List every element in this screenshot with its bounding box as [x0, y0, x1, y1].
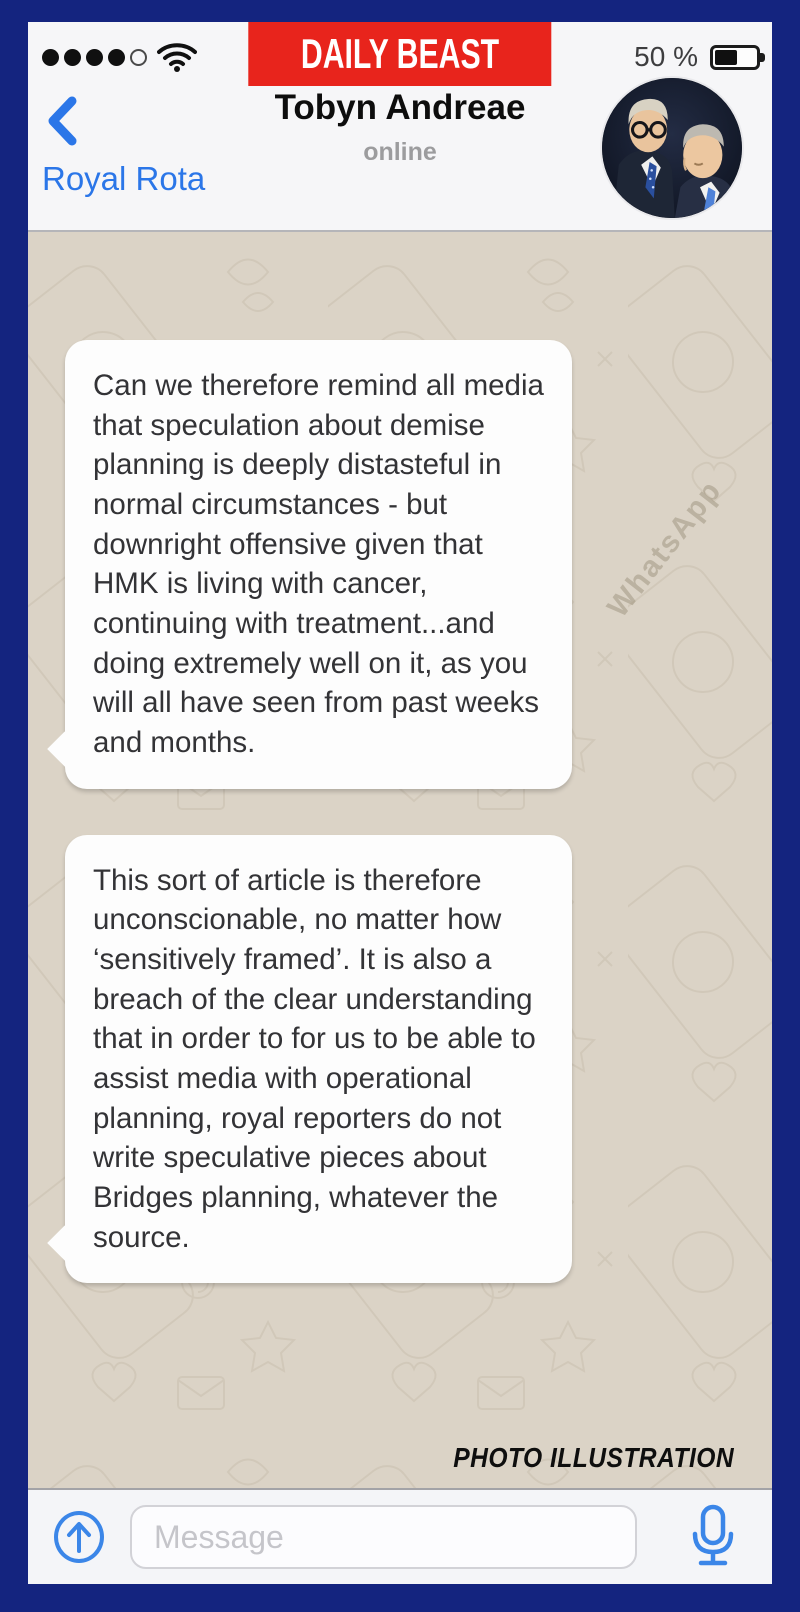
signal-strength-icon — [42, 49, 147, 66]
phone-screen — [28, 22, 772, 1584]
contact-title-block — [190, 88, 610, 167]
message-text: Can we therefore remind all media that speculation about demise planning is deeply distasteful in normal circumstances - but downright offensive given that HMK is living with cancer, continuing with treatment...and doing extremely well on it, as you will all have seen from past weeks and months. — [93, 369, 544, 760]
back-label: Royal Rota — [42, 160, 206, 197]
signal-dot — [42, 49, 59, 66]
send-button[interactable] — [54, 1511, 104, 1563]
contact-avatar[interactable] — [600, 76, 744, 220]
battery-percentage: 50 % — [634, 41, 698, 72]
mic-button[interactable] — [690, 1504, 736, 1571]
photo-illustration-label: PHOTO ILLUSTRATION — [453, 1442, 734, 1473]
signal-dot — [86, 49, 103, 66]
message-bubble[interactable] — [65, 340, 572, 789]
battery-status — [634, 41, 760, 73]
signal-dot — [64, 49, 81, 66]
contact-name: Tobyn Andreae — [274, 88, 526, 127]
contact-status: online — [363, 138, 437, 166]
arrow-up-icon — [65, 1520, 93, 1554]
message-text: This sort of article is therefore unconscionable, no matter how ‘sensitively framed’. It is also a breach of the clear understanding that in order to for us to be able to assist media with operational planning, royal reporters do not write speculative pieces about Bridges planning, whatever the source. — [93, 863, 536, 1254]
back-chevron-icon — [46, 96, 78, 146]
wifi-icon — [157, 42, 197, 72]
message-bubble[interactable] — [65, 835, 572, 1284]
battery-icon — [710, 45, 760, 70]
mic-icon — [690, 1504, 736, 1568]
back-button[interactable] — [42, 96, 205, 198]
composer-bar — [28, 1488, 772, 1584]
avatar-photo — [602, 78, 742, 218]
signal-dot-empty — [130, 49, 147, 66]
daily-beast-logo-text: DAILY BEAST — [300, 30, 500, 77]
message-input[interactable] — [130, 1505, 637, 1569]
daily-beast-logo — [248, 22, 551, 86]
signal-dot — [108, 49, 125, 66]
battery-fill — [715, 50, 737, 65]
battery-nub — [760, 53, 765, 62]
whatsapp-watermark-doodle: WhatsApp — [601, 473, 729, 624]
chat-area — [28, 232, 772, 1488]
chat-header — [28, 86, 772, 232]
